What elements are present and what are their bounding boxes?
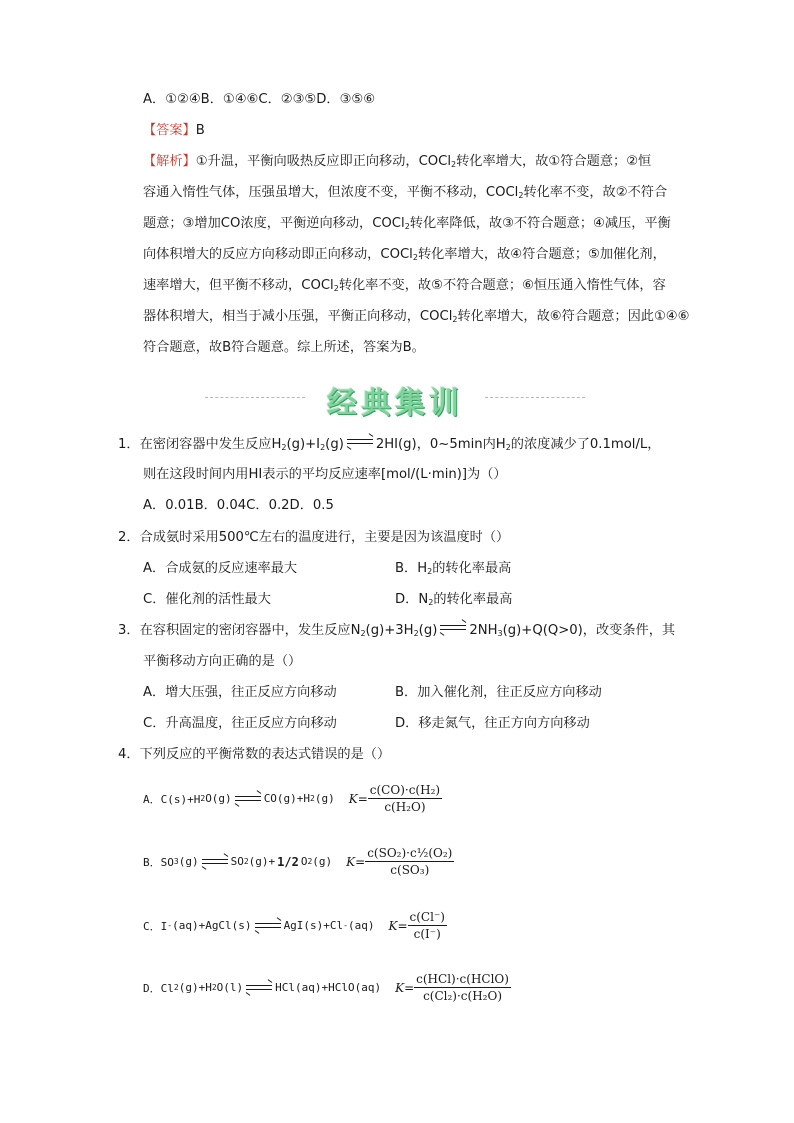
- equilibrium-arrow-icon: [235, 795, 261, 803]
- banner-divider-right: [485, 397, 585, 398]
- previous-question-options: A．①②④B．①④⑥C．②③⑤D．③⑤⑥: [143, 92, 376, 107]
- equilibrium-arrow-icon: [347, 438, 373, 446]
- answer-tag: 【答案】: [143, 123, 196, 138]
- q3-option-c: C．升高温度，往正反应方向移动: [143, 716, 337, 731]
- banner-title: 经典集训: [327, 386, 463, 421]
- analysis-tag: 【解析】: [143, 154, 196, 169]
- q2-option-a: A．合成氨的反应速率最大: [143, 561, 298, 576]
- q3-option-d: D．移走氮气，往正方向方向移动: [395, 716, 590, 731]
- section-banner: [205, 378, 585, 421]
- q4-option-c: C．I - (aq)+AgCl(s) AgI(s)+Cl - (aq) K= $\frac{c(Cl^-)}{c(I^-)}$: [143, 910, 445, 941]
- q4-option-a: A．C(s)+H 2 O(g) CO(g)+H 2 (g) K= $\frac{\text{c(CO)·c(H₂)}}{\text{c(H₂O)}}$: [143, 783, 441, 814]
- q3-option-a: A．增大压强，往正反应方向移动: [143, 685, 337, 700]
- equilibrium-arrow-icon: [255, 922, 281, 930]
- q4-option-b: B．SO 3 (g) SO 2 (g)+ 1/2 O 2 (g) K= $\frac{\text{c(SO₂)·c½(O₂)}}{\text{c(SO₃)}}$: [143, 846, 453, 877]
- banner-divider-left: [205, 397, 305, 398]
- q2-option-d: D．$N_2$的转化率最高: [395, 592, 513, 607]
- answer-line: [143, 121, 205, 141]
- q1-options: A．0.01B．0.04C．0.2D．0.5: [143, 498, 334, 513]
- q3-option-b: B．加入催化剂，往正反应方向移动: [395, 685, 602, 700]
- q2-option-b: B．$H_2$的转化率最高: [395, 561, 512, 576]
- q4-option-d: D．Cl 2 (g)+H 2 O(l) HCl(aq)+HClO(aq) K= $\frac{\text{c(HCl)·c(HClO)}}{\text{c(Cl₂)·c(H₂O)}}$: [143, 972, 509, 1003]
- answer-value: B: [195, 123, 205, 138]
- equilibrium-arrow-icon: [440, 624, 466, 632]
- equilibrium-arrow-icon: [202, 858, 228, 866]
- q2-option-c: C．催化剂的活性最大: [143, 592, 271, 607]
- equilibrium-arrow-icon: [246, 984, 272, 992]
